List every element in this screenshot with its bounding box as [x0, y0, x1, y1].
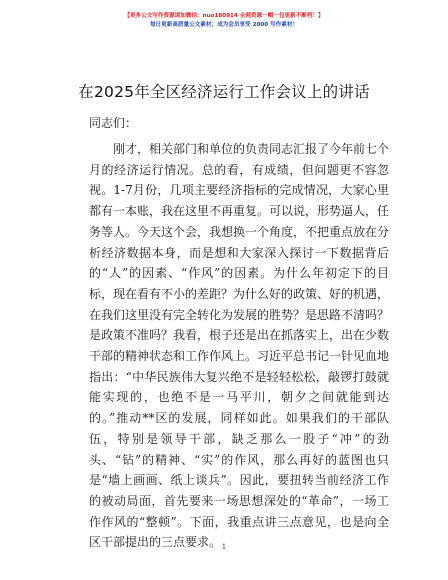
promo-line-membership: 每日更新高质量公文素材，成为会员享受 2000 写作素材！ — [149, 22, 299, 28]
page-number: 1 — [221, 543, 227, 551]
promo-line-wechat: 【更多公文写作资源请加微信：nuo180914 全网资源一帽一包更新不断档！】 — [124, 13, 324, 19]
salutation: 同志们： — [89, 116, 138, 130]
document-title: 在2025年全区经济运行工作会议上的讲话 — [78, 83, 370, 101]
promo-banner — [0, 12, 448, 30]
body-paragraph: 刚才，相关部门和单位的负责同志汇报了今年前七个月的经济运行情况。总的看，有成绩，但问题更不容忽视。1-7月份，几项主要经济指标的完成情况，大家心里都有一本账，我在这里不再重复。可以说，形势逼人，任务等人。今天这个会，我想换一个角度，不把重点放在分析经济数据本身，而是想和大家深入探讨一下数据背后的“人”的因素、“作风”的因素。为什么年初定下的目标，现在看有不小的差距？为什么好的政策、好的机遇，在我们这里没有完全转化为发展的胜势？是思路不清吗？是政策不准吗？我看，根子还是出在抓落实上，出在少数干部的精神状态和工作作风上。习近平总书记一针见血地指出：“中华民族伟大复兴绝不是轻轻松松，敲锣打鼓就能实现的，也绝不是一马平川，朝夕之间就能到达的。”推动**区的发展，同样如此。如果我们的干部队伍，特别是领导干部，缺乏那么一股子“冲”的劲头、“钻”的精神、“实”的作风，那么再好的蓝图也只是“墙上画画、纸上谈兵”。因此，要扭转当前经济工作的被动局面，首先要来一场思想深处的“革命”，一场工作作风的“整顿”。下面，我重点讲三点意见，也是向全区干部提出的三点要求。 — [89, 142, 390, 550]
